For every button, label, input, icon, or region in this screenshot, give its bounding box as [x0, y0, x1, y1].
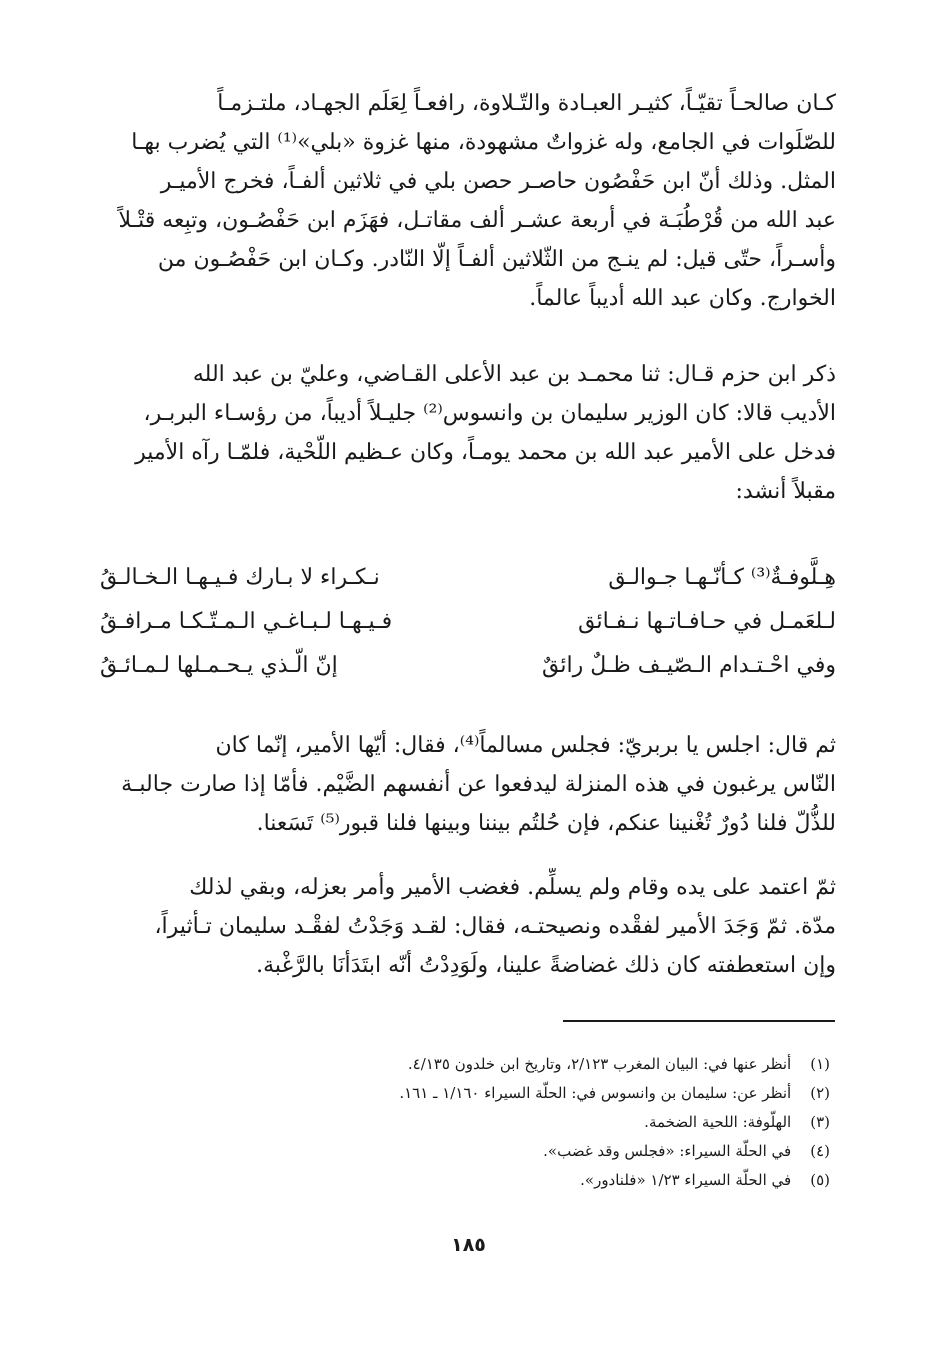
poem-hemistich-first: هِـلَّوفـةٌ⁽³⁾ كـأنّـهـا جـوالـق [608, 565, 836, 590]
footnote-number: (٥) [810, 1171, 830, 1189]
poem-hemistich-second: فـيـهـا لـبـاغـي الـمـتّـكـا مـرافـقُ [100, 609, 393, 634]
footnote-number: (٢) [810, 1084, 830, 1102]
text-line: وأسـراً، حتّى قيل: لم ينـج من الثّلاثين ألفـاً إلّا النّادر. وكـان ابن حَفْصُـون من [157, 247, 836, 272]
text-line: فدخل على الأمير عبد الله بن محمد يومـاً، وكان عـظيم اللّحْية، فلمّـا رآه الأمير [135, 440, 836, 465]
footnote-text: في الحلّة السيراء ١/٢٣ «فلنادور». [580, 1171, 792, 1189]
text-line: عبد الله من قُرْطُبَـة في أربعة عشـر ألف مقاتـل، فهَزَم ابن حَفْصُـون، وتبِعه قتْـلاً [118, 208, 836, 233]
page-number: ١٨٥ [451, 1234, 486, 1256]
footnote [100, 1108, 836, 1137]
poem [100, 556, 836, 688]
text-line: للصّلَوات في الجامع، وله غزواتٌ مشهودة، منها غزوة «بلي»⁽¹⁾ التي يُضرب بهـا [131, 130, 836, 155]
footnote-number: (٤) [810, 1142, 830, 1160]
paragraph-reply [100, 726, 836, 843]
text-line: ذكر ابن حزم قـال: ثنا محمـد بن عبد الأعلى القـاضي، وعليّ بن عبد الله [192, 362, 836, 387]
paragraph-ibn-hazm [100, 355, 836, 511]
text-line: ثم قال: اجلس يا بربريّ: فجلس مسالماً⁽⁴⁾، فقال: أيّها الأمير، إنّما كان [215, 733, 836, 758]
text-line: مقبلاً أنشد: [735, 479, 836, 504]
footnote-number: (٣) [810, 1113, 830, 1131]
poem-hemistich-first: وفي احْـتـدام الـصّيـف ظـلٌ رائقٌ [542, 653, 836, 678]
footnotes [100, 1050, 836, 1195]
footnote-text: الهلّوفة: اللحية الضخمة. [644, 1113, 792, 1131]
footnote-divider [563, 1020, 835, 1022]
text-line: الخوارج. وكان عبد الله أديباً عالماً. [529, 286, 836, 311]
footnote-text: في الحلّة السيراء: «فجلس وقد غضب». [543, 1142, 792, 1160]
text-line: مدّة. ثمّ وَجَدَ الأمير لفقْده ونصيحتـه، فقال: لقـد وَجَدْتُ لفقْـد سليمان تـأثيراً، [154, 914, 836, 939]
footnote [100, 1166, 836, 1195]
text-line: وإن استعطفته كان ذلك غضاضةً علينا، ولَوَدِدْتُ أنّه ابتَدَأنَا بالرَّغْبة. [256, 953, 836, 978]
text-line: الأديب قالا: كان الوزير سليمان بن وانسوس⁽²⁾ جليـلاً أديباً، من رؤسـاء البربـر، [143, 401, 836, 426]
poem-hemistich-second: نـكـراء لا بـارك فـيـهـا الـخـالـقُ [100, 565, 380, 590]
footnote [100, 1137, 836, 1166]
footnote [100, 1050, 836, 1079]
paragraph-aftermath [100, 868, 836, 985]
poem-verse [100, 556, 836, 600]
poem-verse [100, 644, 836, 688]
footnote-number: (١) [810, 1055, 830, 1073]
text-line: المثل. وذلك أنّ ابن حَفْصُون حاصـر حصن بلي في ثلاثين ألفـاً، فخرج الأميـر [160, 169, 836, 194]
text-line: ثمّ اعتمد على يده وقام ولم يسلِّم. فغضب الأمير وأمر بعزله، وبقي لذلك [189, 875, 836, 900]
text-line: كـان صالحـاً تقيّـاً، كثيـر العبـادة والتّـلاوة، رافعـاً لِعَلَم الجهـاد، ملتـزمـاً [217, 91, 836, 116]
poem-hemistich-second: إنّ الّـذي يـحـمـلها لـمـائـقُ [100, 653, 338, 678]
footnote-text: أنظر عن: سليمان بن وانسوس في: الحلّة السيراء ١/١٦٠ ـ ١٦١. [399, 1084, 792, 1102]
paragraph-biography [100, 84, 836, 318]
poem-hemistich-first: لـلعَمـل في حـافـاتـها نـفـائق [578, 609, 836, 634]
footnote [100, 1079, 836, 1108]
footnote-text: أنظر عنها في: البيان المغرب ٢/١٢٣، وتاريخ ابن خلدون ٤/١٣٥. [407, 1055, 792, 1073]
text-line: النّاس يرغبون في هذه المنزلة ليدفعوا عن أنفسهم الضَّيْم. فأمّا إذا صارت جالبـة [121, 772, 836, 797]
text-line: للذُّلّ فلنا دُورٌ تُغْنينا عنكم، فإن حُلتُم بيننا وبينها فلنا قبور⁽⁵⁾ تَسَعنا. [256, 811, 836, 836]
poem-verse [100, 600, 836, 644]
